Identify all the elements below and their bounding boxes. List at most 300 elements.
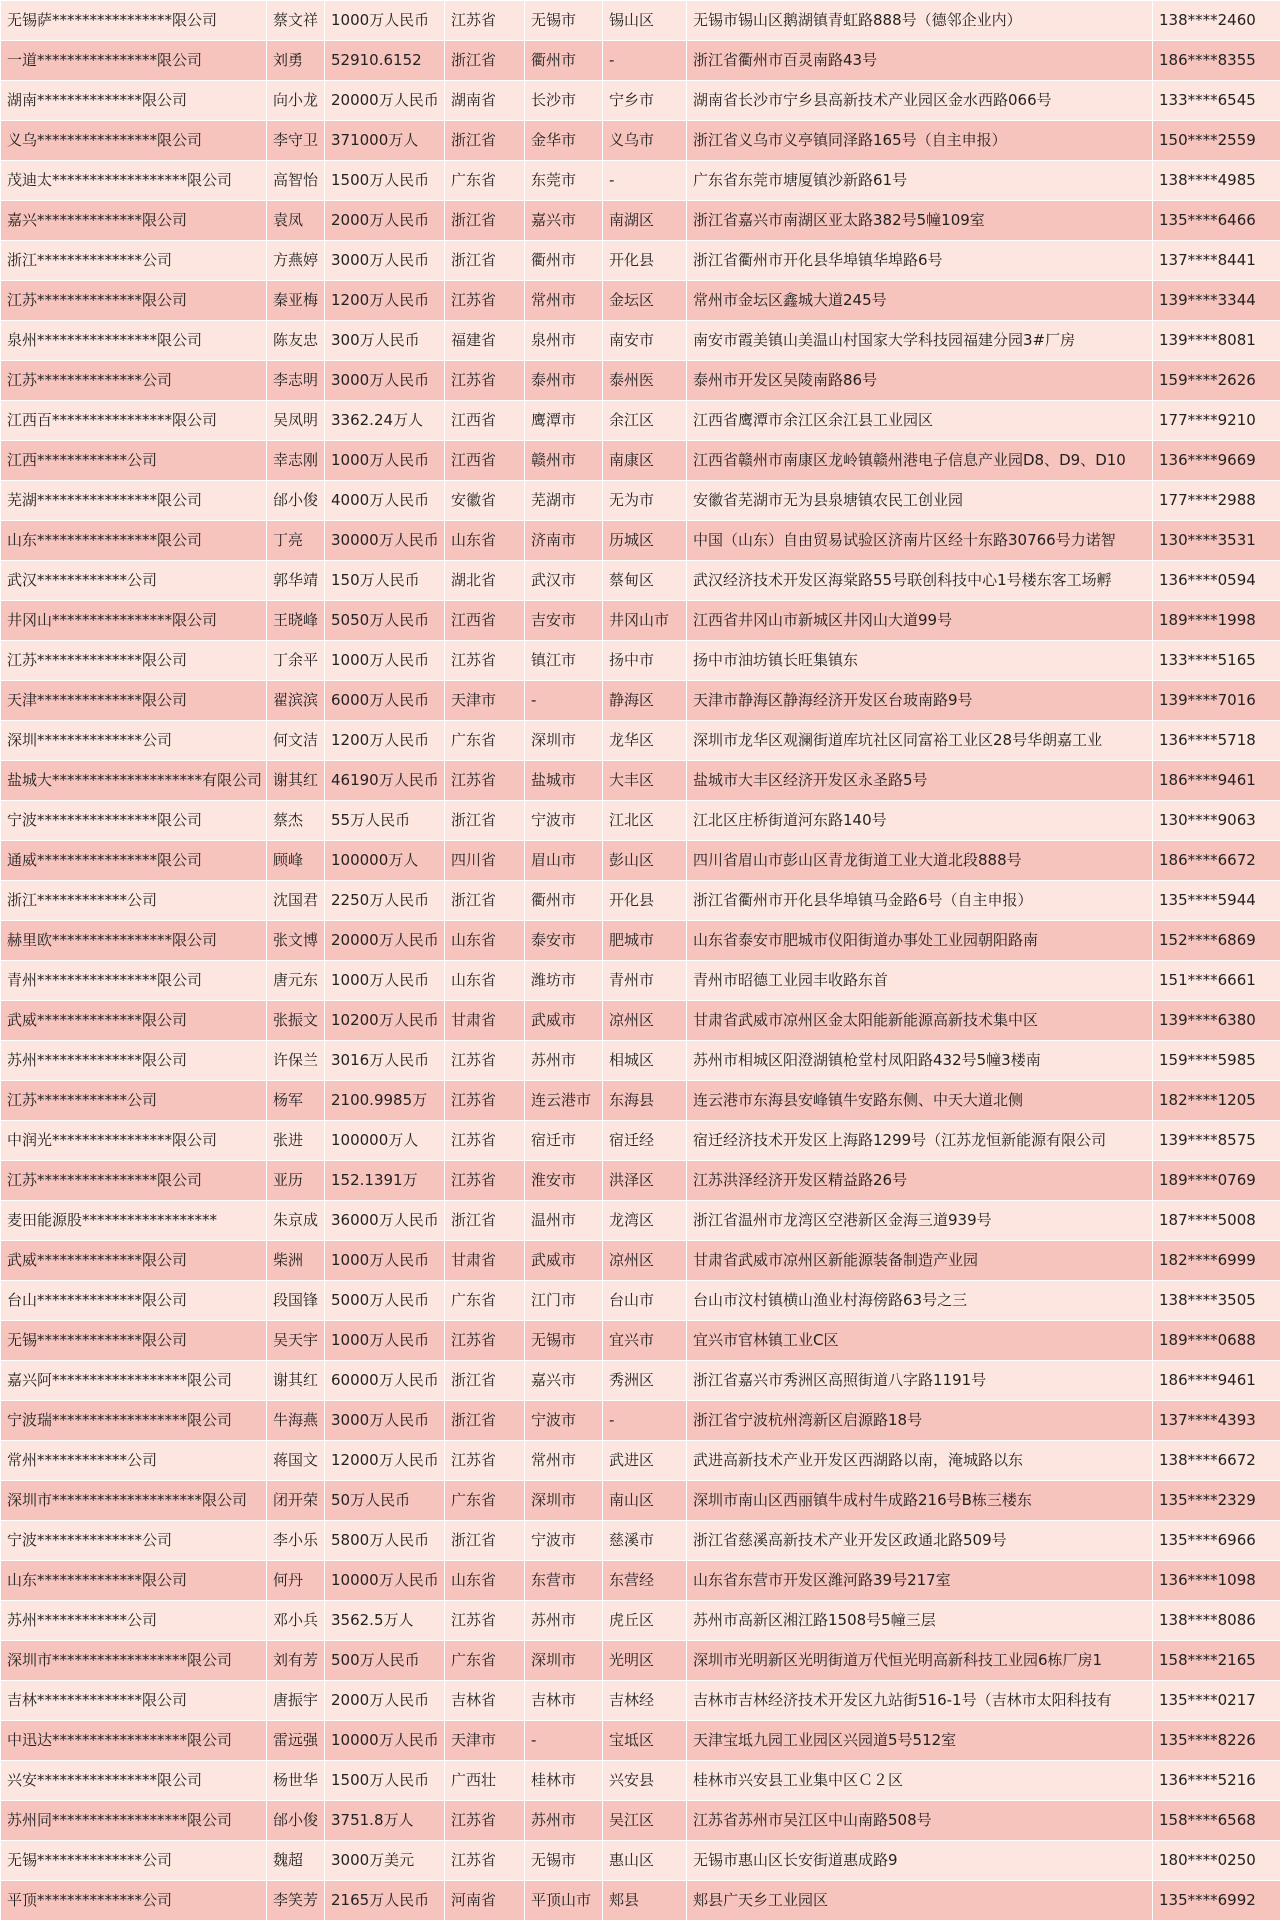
registered-capital-cell: 1000万人民币 — [325, 1, 445, 41]
phone-cell: 189****0688 — [1153, 1321, 1280, 1361]
address-cell: 广东省东莞市塘厦镇沙新路61号 — [687, 161, 1153, 201]
phone-cell: 139****8081 — [1153, 321, 1280, 361]
address-cell: 浙江省衢州市百灵南路43号 — [687, 41, 1153, 81]
address-cell: 湖南省长沙市宁乡县高新技术产业园区金水西路066号 — [687, 81, 1153, 121]
city-cell: 金华市 — [525, 121, 603, 161]
address-cell: 江苏洪泽经济开发区精益路26号 — [687, 1161, 1153, 1201]
phone-cell: 152****6869 — [1153, 921, 1280, 961]
district-cell: 大丰区 — [603, 761, 687, 801]
registered-capital-cell: 55万人民币 — [325, 801, 445, 841]
registered-capital-cell: 5050万人民币 — [325, 601, 445, 641]
company-name-cell: 泉州****************限公司 — [1, 321, 267, 361]
address-cell: 江西省鹰潭市余江区余江县工业园区 — [687, 401, 1153, 441]
city-cell: 吉林市 — [525, 1681, 603, 1721]
contact-person-cell: 唐振宇 — [267, 1681, 325, 1721]
company-name-cell: 江苏************公司 — [1, 1081, 267, 1121]
province-cell: 天津市 — [445, 1721, 525, 1761]
province-cell: 江苏省 — [445, 1, 525, 41]
registered-capital-cell: 2250万人民币 — [325, 881, 445, 921]
province-cell: 吉林省 — [445, 1681, 525, 1721]
contact-person-cell: 柴洲 — [267, 1241, 325, 1281]
phone-cell: 138****2460 — [1153, 1, 1280, 41]
company-name-cell: 苏州同******************限公司 — [1, 1801, 267, 1841]
district-cell: 南康区 — [603, 441, 687, 481]
address-cell: 扬中市油坊镇长旺集镇东 — [687, 641, 1153, 681]
province-cell: 江苏省 — [445, 1161, 525, 1201]
province-cell: 江苏省 — [445, 1601, 525, 1641]
city-cell: 苏州市 — [525, 1801, 603, 1841]
company-name-cell: 中润光****************限公司 — [1, 1121, 267, 1161]
province-cell: 山东省 — [445, 521, 525, 561]
address-cell: 甘肃省武威市凉州区金太阳能新能源高新技术集中区 — [687, 1001, 1153, 1041]
company-name-cell: 盐城大********************有限公司 — [1, 761, 267, 801]
table-row — [1, 1561, 1280, 1601]
province-cell: 安徽省 — [445, 481, 525, 521]
table-row — [1, 1201, 1280, 1241]
phone-cell: 136****1098 — [1153, 1561, 1280, 1601]
province-cell: 江苏省 — [445, 1321, 525, 1361]
city-cell: 济南市 — [525, 521, 603, 561]
city-cell: 武威市 — [525, 1001, 603, 1041]
district-cell: 静海区 — [603, 681, 687, 721]
contact-person-cell: 蔡文祥 — [267, 1, 325, 41]
address-cell: 郏县广天乡工业园区 — [687, 1881, 1153, 1920]
table-row — [1, 1801, 1280, 1841]
company-name-cell: 嘉兴阿******************限公司 — [1, 1361, 267, 1401]
province-cell: 浙江省 — [445, 1401, 525, 1441]
registered-capital-cell: 5000万人民币 — [325, 1281, 445, 1321]
address-cell: 安徽省芜湖市无为县泉塘镇农民工创业园 — [687, 481, 1153, 521]
company-name-cell: 赫里欧****************限公司 — [1, 921, 267, 961]
district-cell: 宁乡市 — [603, 81, 687, 121]
city-cell: - — [525, 1721, 603, 1761]
address-cell: 山东省泰安市肥城市仪阳街道办事处工业园朝阳路南 — [687, 921, 1153, 961]
address-cell: 浙江省温州市龙湾区空港新区金海三道939号 — [687, 1201, 1153, 1241]
registered-capital-cell: 1000万人民币 — [325, 1241, 445, 1281]
city-cell: 武威市 — [525, 1241, 603, 1281]
registered-capital-cell: 152.1391万 — [325, 1161, 445, 1201]
registered-capital-cell: 6000万人民币 — [325, 681, 445, 721]
province-cell: 江苏省 — [445, 1041, 525, 1081]
table-row — [1, 1281, 1280, 1321]
registered-capital-cell: 3362.24万人 — [325, 401, 445, 441]
registered-capital-cell: 1500万人民币 — [325, 1761, 445, 1801]
company-name-cell: 麦田能源股****************** — [1, 1201, 267, 1241]
table-row — [1, 1361, 1280, 1401]
province-cell: 浙江省 — [445, 801, 525, 841]
company-name-cell: 通威****************限公司 — [1, 841, 267, 881]
address-cell: 江西省井冈山市新城区井冈山大道99号 — [687, 601, 1153, 641]
table-row — [1, 601, 1280, 641]
city-cell: 宁波市 — [525, 801, 603, 841]
table-row — [1, 921, 1280, 961]
address-cell: 浙江省衢州市开化县华埠镇马金路6号（自主申报） — [687, 881, 1153, 921]
city-cell: 无锡市 — [525, 1, 603, 41]
district-cell: 光明区 — [603, 1641, 687, 1681]
contact-person-cell: 朱京成 — [267, 1201, 325, 1241]
phone-cell: 186****8355 — [1153, 41, 1280, 81]
company-name-cell: 无锡萨****************限公司 — [1, 1, 267, 41]
district-cell: 青州市 — [603, 961, 687, 1001]
table-row — [1, 1321, 1280, 1361]
district-cell: 锡山区 — [603, 1, 687, 41]
table-row — [1, 161, 1280, 201]
phone-cell: 177****2988 — [1153, 481, 1280, 521]
city-cell: 赣州市 — [525, 441, 603, 481]
city-cell: 嘉兴市 — [525, 1361, 603, 1401]
address-cell: 台山市汶村镇横山渔业村海傍路63号之三 — [687, 1281, 1153, 1321]
contact-person-cell: 吴天宇 — [267, 1321, 325, 1361]
table-row — [1, 201, 1280, 241]
company-name-cell: 天津**************限公司 — [1, 681, 267, 721]
address-cell: 浙江省宁波杭州湾新区启源路18号 — [687, 1401, 1153, 1441]
table-row — [1, 801, 1280, 841]
address-cell: 甘肃省武威市凉州区新能源装备制造产业园 — [687, 1241, 1153, 1281]
phone-cell: 136****0594 — [1153, 561, 1280, 601]
city-cell: 连云港市 — [525, 1081, 603, 1121]
registered-capital-cell: 4000万人民币 — [325, 481, 445, 521]
province-cell: 广东省 — [445, 721, 525, 761]
address-cell: 苏州市高新区湘江路1508号5幢三层 — [687, 1601, 1153, 1641]
phone-cell: 135****0217 — [1153, 1681, 1280, 1721]
table-row — [1, 1241, 1280, 1281]
contact-person-cell: 沈国君 — [267, 881, 325, 921]
city-cell: 衢州市 — [525, 881, 603, 921]
contact-person-cell: 李守卫 — [267, 121, 325, 161]
province-cell: 山东省 — [445, 961, 525, 1001]
phone-cell: 186****9461 — [1153, 761, 1280, 801]
city-cell: 无锡市 — [525, 1841, 603, 1881]
province-cell: 广东省 — [445, 1481, 525, 1521]
table-row — [1, 1081, 1280, 1121]
contact-person-cell: 邓小兵 — [267, 1601, 325, 1641]
table-row — [1, 961, 1280, 1001]
district-cell: 龙华区 — [603, 721, 687, 761]
district-cell: 秀洲区 — [603, 1361, 687, 1401]
company-name-cell: 深圳**************公司 — [1, 721, 267, 761]
phone-cell: 137****8441 — [1153, 241, 1280, 281]
province-cell: 广东省 — [445, 1641, 525, 1681]
contact-person-cell: 许保兰 — [267, 1041, 325, 1081]
contact-person-cell: 王晓峰 — [267, 601, 325, 641]
table-row — [1, 81, 1280, 121]
address-cell: 无锡市惠山区长安街道惠成路9 — [687, 1841, 1153, 1881]
district-cell: 东营经 — [603, 1561, 687, 1601]
province-cell: 甘肃省 — [445, 1241, 525, 1281]
district-cell: 东海县 — [603, 1081, 687, 1121]
address-cell: 盐城市大丰区经济开发区永圣路5号 — [687, 761, 1153, 801]
phone-cell: 186****6672 — [1153, 841, 1280, 881]
contact-person-cell: 丁亮 — [267, 521, 325, 561]
city-cell: 泰州市 — [525, 361, 603, 401]
city-cell: 常州市 — [525, 281, 603, 321]
table-row — [1, 1481, 1280, 1521]
registered-capital-cell: 500万人民币 — [325, 1641, 445, 1681]
company-name-cell: 山东**************限公司 — [1, 1561, 267, 1601]
registered-capital-cell: 100000万人 — [325, 841, 445, 881]
phone-cell: 159****5985 — [1153, 1041, 1280, 1081]
province-cell: 福建省 — [445, 321, 525, 361]
table-row — [1, 1521, 1280, 1561]
contact-person-cell: 刘勇 — [267, 41, 325, 81]
contact-person-cell: 秦亚梅 — [267, 281, 325, 321]
address-cell: 江西省赣州市南康区龙岭镇赣州港电子信息产业园D8、D9、D10 — [687, 441, 1153, 481]
phone-cell: 135****6966 — [1153, 1521, 1280, 1561]
company-name-cell: 芜湖****************限公司 — [1, 481, 267, 521]
table-row — [1, 641, 1280, 681]
registered-capital-cell: 2165万人民币 — [325, 1881, 445, 1920]
address-cell: 武进高新技术产业开发区西湖路以南，淹城路以东 — [687, 1441, 1153, 1481]
district-cell: 义乌市 — [603, 121, 687, 161]
city-cell: 深圳市 — [525, 1481, 603, 1521]
contact-person-cell: 牛海燕 — [267, 1401, 325, 1441]
contact-person-cell: 张文博 — [267, 921, 325, 961]
table-row — [1, 241, 1280, 281]
table-row — [1, 441, 1280, 481]
contact-person-cell: 袁凤 — [267, 201, 325, 241]
address-cell: 泰州市开发区吴陵南路86号 — [687, 361, 1153, 401]
contact-person-cell: 杨军 — [267, 1081, 325, 1121]
table-row — [1, 1841, 1280, 1881]
contact-person-cell: 高智怡 — [267, 161, 325, 201]
contact-person-cell: 蒋国文 — [267, 1441, 325, 1481]
district-cell: 历城区 — [603, 521, 687, 561]
district-cell: 吉林经 — [603, 1681, 687, 1721]
registered-capital-cell: 150万人民币 — [325, 561, 445, 601]
contact-person-cell: 谢其红 — [267, 1361, 325, 1401]
registered-capital-cell: 46190万人民币 — [325, 761, 445, 801]
address-cell: 深圳市光明新区光明街道万代恒光明高新科技工业园6栋厂房1 — [687, 1641, 1153, 1681]
table-row — [1, 1161, 1280, 1201]
registered-capital-cell: 371000万人 — [325, 121, 445, 161]
table-row — [1, 41, 1280, 81]
table-row — [1, 1401, 1280, 1441]
contact-person-cell: 亚历 — [267, 1161, 325, 1201]
district-cell: 南安市 — [603, 321, 687, 361]
registered-capital-cell: 20000万人民币 — [325, 921, 445, 961]
phone-cell: 136****9669 — [1153, 441, 1280, 481]
address-cell: 桂林市兴安县工业集中区Ｃ２区 — [687, 1761, 1153, 1801]
contact-person-cell: 邰小俊 — [267, 481, 325, 521]
province-cell: 江苏省 — [445, 1841, 525, 1881]
city-cell: 嘉兴市 — [525, 201, 603, 241]
address-cell: 江北区庄桥街道河东路140号 — [687, 801, 1153, 841]
district-cell: 余江区 — [603, 401, 687, 441]
phone-cell: 158****2165 — [1153, 1641, 1280, 1681]
city-cell: 眉山市 — [525, 841, 603, 881]
contact-person-cell: 向小龙 — [267, 81, 325, 121]
contact-person-cell: 谢其红 — [267, 761, 325, 801]
registered-capital-cell: 3016万人民币 — [325, 1041, 445, 1081]
address-cell: 四川省眉山市彭山区青龙街道工业大道北段888号 — [687, 841, 1153, 881]
city-cell: - — [525, 681, 603, 721]
phone-cell: 189****0769 — [1153, 1161, 1280, 1201]
company-name-cell: 江苏****************限公司 — [1, 1161, 267, 1201]
city-cell: 泉州市 — [525, 321, 603, 361]
city-cell: 盐城市 — [525, 761, 603, 801]
province-cell: 湖北省 — [445, 561, 525, 601]
company-name-cell: 江苏**************公司 — [1, 361, 267, 401]
contact-person-cell: 丁余平 — [267, 641, 325, 681]
contact-person-cell: 何丹 — [267, 1561, 325, 1601]
company-name-cell: 义乌****************限公司 — [1, 121, 267, 161]
district-cell: 凉州区 — [603, 1001, 687, 1041]
table-row — [1, 281, 1280, 321]
city-cell: 东莞市 — [525, 161, 603, 201]
registered-capital-cell: 3751.8万人 — [325, 1801, 445, 1841]
registered-capital-cell: 1000万人民币 — [325, 641, 445, 681]
city-cell: 武汉市 — [525, 561, 603, 601]
contact-person-cell: 唐元东 — [267, 961, 325, 1001]
address-cell: 浙江省义乌市义亭镇同泽路165号（自主申报） — [687, 121, 1153, 161]
city-cell: 江门市 — [525, 1281, 603, 1321]
province-cell: 山东省 — [445, 1561, 525, 1601]
address-cell: 深圳市南山区西丽镇牛成村牛成路216号B栋三楼东 — [687, 1481, 1153, 1521]
phone-cell: 130****9063 — [1153, 801, 1280, 841]
contact-person-cell: 翟滨滨 — [267, 681, 325, 721]
contact-person-cell: 郭华靖 — [267, 561, 325, 601]
province-cell: 天津市 — [445, 681, 525, 721]
city-cell: 鹰潭市 — [525, 401, 603, 441]
city-cell: 宁波市 — [525, 1521, 603, 1561]
contact-person-cell: 蔡杰 — [267, 801, 325, 841]
company-name-cell: 江苏**************限公司 — [1, 281, 267, 321]
address-cell: 宜兴市官林镇工业C区 — [687, 1321, 1153, 1361]
province-cell: 江苏省 — [445, 1801, 525, 1841]
registered-capital-cell: 30000万人民币 — [325, 521, 445, 561]
district-cell: 吴江区 — [603, 1801, 687, 1841]
phone-cell: 133****5165 — [1153, 641, 1280, 681]
city-cell: 无锡市 — [525, 1321, 603, 1361]
city-cell: 淮安市 — [525, 1161, 603, 1201]
table-row — [1, 1681, 1280, 1721]
company-name-cell: 宁波**************公司 — [1, 1521, 267, 1561]
phone-cell: 151****6661 — [1153, 961, 1280, 1001]
address-cell: 浙江省衢州市开化县华埠镇华埠路6号 — [687, 241, 1153, 281]
district-cell: 兴安县 — [603, 1761, 687, 1801]
province-cell: 浙江省 — [445, 881, 525, 921]
table-row — [1, 561, 1280, 601]
address-cell: 南安市霞美镇山美温山村国家大学科技园福建分园3#厂房 — [687, 321, 1153, 361]
phone-cell: 136****5718 — [1153, 721, 1280, 761]
district-cell: 金坛区 — [603, 281, 687, 321]
province-cell: 四川省 — [445, 841, 525, 881]
district-cell: 南山区 — [603, 1481, 687, 1521]
province-cell: 浙江省 — [445, 1361, 525, 1401]
district-cell: 郏县 — [603, 1881, 687, 1920]
city-cell: 温州市 — [525, 1201, 603, 1241]
contact-person-cell: 杨世华 — [267, 1761, 325, 1801]
phone-cell: 135****5944 — [1153, 881, 1280, 921]
district-cell: 泰州医 — [603, 361, 687, 401]
contact-person-cell: 陈友忠 — [267, 321, 325, 361]
registered-capital-cell: 1000万人民币 — [325, 441, 445, 481]
registered-capital-cell: 12000万人民币 — [325, 1441, 445, 1481]
contact-person-cell: 幸志刚 — [267, 441, 325, 481]
district-cell: 武进区 — [603, 1441, 687, 1481]
address-cell: 连云港市东海县安峰镇牛安路东侧、中天大道北侧 — [687, 1081, 1153, 1121]
registered-capital-cell: 2000万人民币 — [325, 201, 445, 241]
province-cell: 浙江省 — [445, 1201, 525, 1241]
district-cell: 宿迁经 — [603, 1121, 687, 1161]
phone-cell: 187****5008 — [1153, 1201, 1280, 1241]
city-cell: 苏州市 — [525, 1041, 603, 1081]
table-row — [1, 721, 1280, 761]
province-cell: 江苏省 — [445, 1441, 525, 1481]
province-cell: 江苏省 — [445, 761, 525, 801]
district-cell: 彭山区 — [603, 841, 687, 881]
city-cell: 东营市 — [525, 1561, 603, 1601]
registered-capital-cell: 1200万人民币 — [325, 721, 445, 761]
registered-capital-cell: 2100.9985万 — [325, 1081, 445, 1121]
district-cell: 开化县 — [603, 241, 687, 281]
contact-person-cell: 李小乐 — [267, 1521, 325, 1561]
company-name-cell: 台山**************限公司 — [1, 1281, 267, 1321]
table-row — [1, 361, 1280, 401]
city-cell: 宿迁市 — [525, 1121, 603, 1161]
company-name-cell: 湖南**************限公司 — [1, 81, 267, 121]
district-cell: 扬中市 — [603, 641, 687, 681]
company-name-cell: 江苏**************限公司 — [1, 641, 267, 681]
registered-capital-cell: 1000万人民币 — [325, 961, 445, 1001]
phone-cell: 159****2626 — [1153, 361, 1280, 401]
contact-person-cell: 顾峰 — [267, 841, 325, 881]
contact-person-cell: 李志明 — [267, 361, 325, 401]
district-cell: 无为市 — [603, 481, 687, 521]
address-cell: 浙江省嘉兴市秀洲区高照街道八字路1191号 — [687, 1361, 1153, 1401]
city-cell: 吉安市 — [525, 601, 603, 641]
district-cell: 台山市 — [603, 1281, 687, 1321]
contact-person-cell: 雷远强 — [267, 1721, 325, 1761]
contact-person-cell: 吴凤明 — [267, 401, 325, 441]
district-cell: 凉州区 — [603, 1241, 687, 1281]
registered-capital-cell: 3000万人民币 — [325, 241, 445, 281]
address-cell: 常州市金坛区鑫城大道245号 — [687, 281, 1153, 321]
address-cell: 青州市昭德工业园丰收路东首 — [687, 961, 1153, 1001]
contact-person-cell: 魏超 — [267, 1841, 325, 1881]
table-row — [1, 761, 1280, 801]
table-row — [1, 121, 1280, 161]
district-cell: - — [603, 1401, 687, 1441]
province-cell: 浙江省 — [445, 41, 525, 81]
table-row — [1, 681, 1280, 721]
phone-cell: 135****2329 — [1153, 1481, 1280, 1521]
contact-person-cell: 张进 — [267, 1121, 325, 1161]
company-name-cell: 武威**************限公司 — [1, 1241, 267, 1281]
company-name-cell: 山东****************限公司 — [1, 521, 267, 561]
province-cell: 广西壮 — [445, 1761, 525, 1801]
company-name-cell: 井冈山****************限公司 — [1, 601, 267, 641]
district-cell: 南湖区 — [603, 201, 687, 241]
city-cell: 深圳市 — [525, 1641, 603, 1681]
table-row — [1, 1121, 1280, 1161]
table-row — [1, 401, 1280, 441]
province-cell: 浙江省 — [445, 241, 525, 281]
table-row — [1, 1001, 1280, 1041]
phone-cell: 150****2559 — [1153, 121, 1280, 161]
company-name-cell: 一道****************限公司 — [1, 41, 267, 81]
registered-capital-cell: 300万人民币 — [325, 321, 445, 361]
phone-cell: 139****8575 — [1153, 1121, 1280, 1161]
company-name-cell: 平顶**************公司 — [1, 1881, 267, 1920]
phone-cell: 139****3344 — [1153, 281, 1280, 321]
province-cell: 江西省 — [445, 601, 525, 641]
city-cell: 泰安市 — [525, 921, 603, 961]
province-cell: 江苏省 — [445, 1121, 525, 1161]
company-name-cell: 吉林**************限公司 — [1, 1681, 267, 1721]
address-cell: 无锡市锡山区鹅湖镇青虹路888号（德邻企业内） — [687, 1, 1153, 41]
district-cell: 虎丘区 — [603, 1601, 687, 1641]
